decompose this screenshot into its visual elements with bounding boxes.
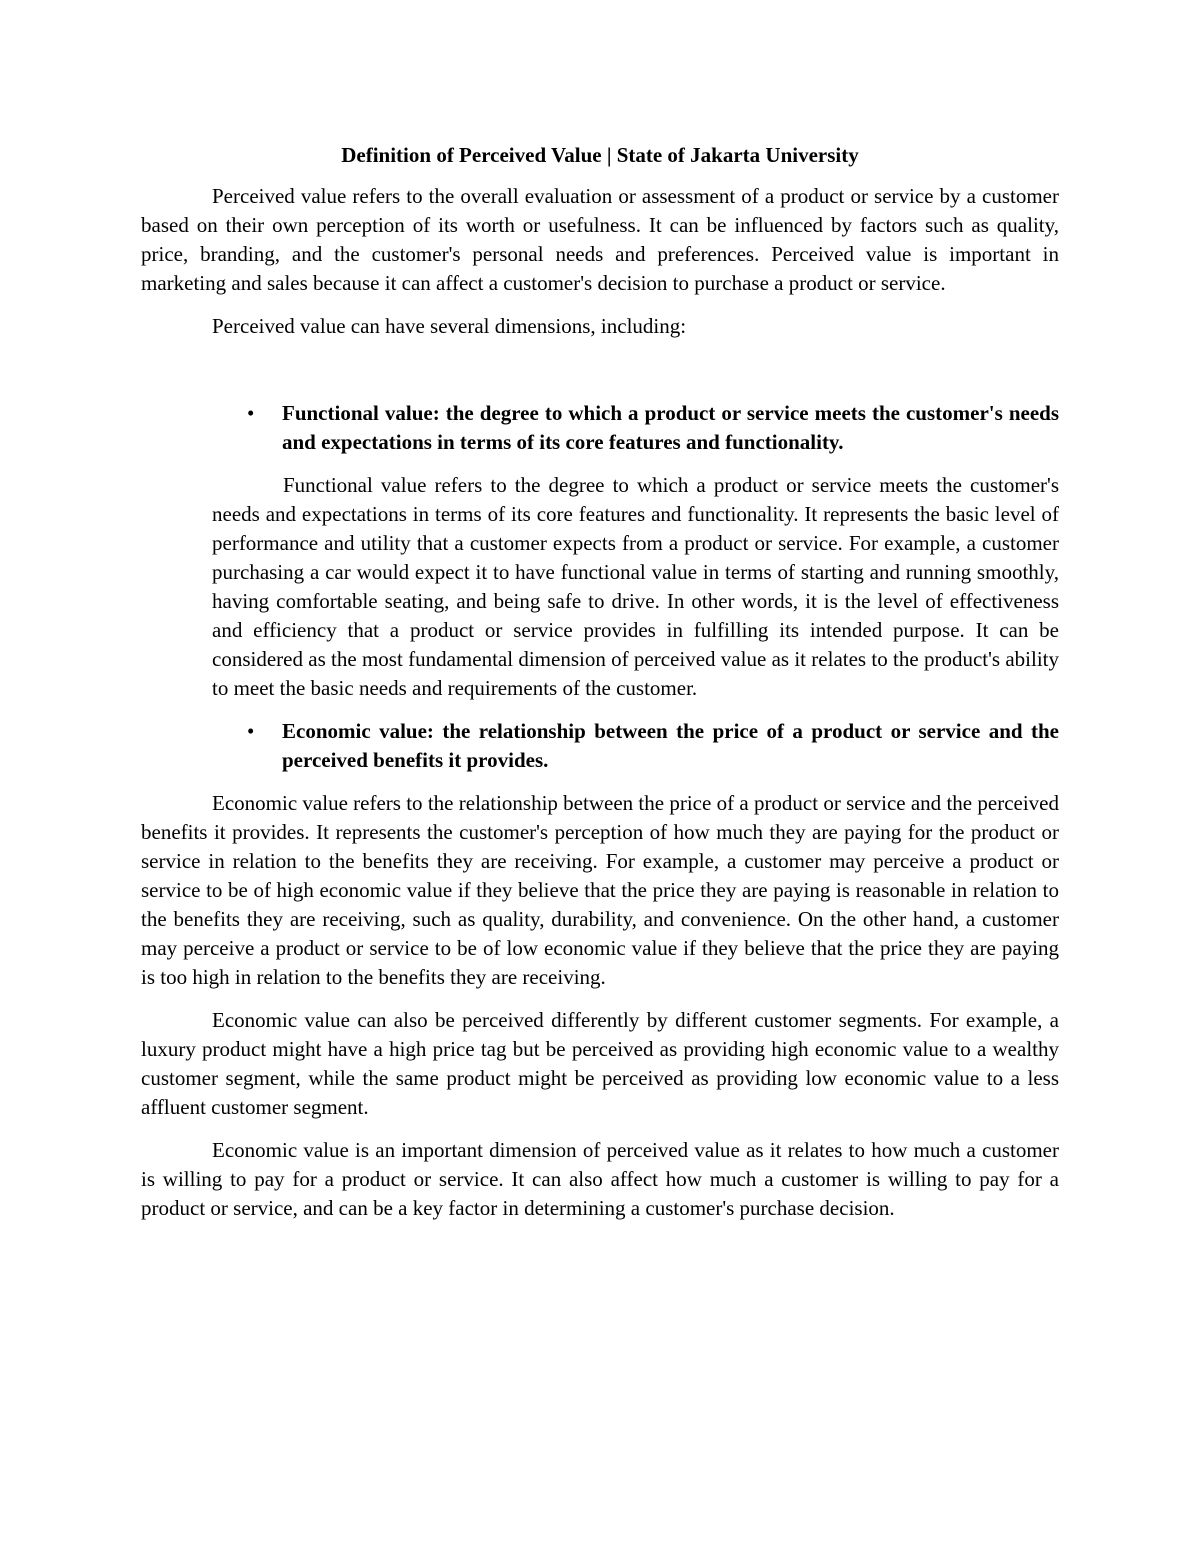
economic-value-paragraph-3: Economic value is an important dimension of perceived value as it relates to how much a customer is willing to pay for a product or service. It can also affect how much a customer is willing to pay for a product or service, and can be a key factor in determining a customer's purchase decision. xyxy=(141,1138,1059,1220)
intro-paragraph: Perceived value refers to the overall evaluation or assessment of a product or service by a customer based on their own perception of its worth or usefulness. It can be influenced by factors such as quality, price, branding, and the customer's personal needs and preferences. Perceived value is important in marketing and sales because it can affect a customer's decision to purchase a product or service. xyxy=(141,184,1059,295)
economic-value-paragraph-2: Economic value can also be perceived differently by different customer segments. For example, a luxury product might have a high price tag but be perceived as providing high economic value to a wealthy customer segment, while the same product might be perceived as providing low economic value to a less affluent customer segment. xyxy=(141,1008,1059,1119)
list-spacer xyxy=(141,355,1059,399)
functional-value-heading: Functional value: the degree to which a product or service meets the customer's needs and expectations in terms of its core features and functionality. xyxy=(282,401,1059,454)
dimensions-intro: Perceived value can have several dimensions, including: xyxy=(212,314,687,338)
document-body xyxy=(141,141,1059,1237)
document-title: Definition of Perceived Value | State of Jakarta University xyxy=(341,143,859,167)
economic-value-paragraph-1: Economic value refers to the relationship between the price of a product or service and the perceived benefits it provides. It represents the customer's perception of how much they are paying for the product or service in relation to the benefits they are receiving. For example, a customer may perceive a product or service to be of high economic value if they believe that the price they are paying is reasonable in relation to the benefits they are receiving, such as quality, durability, and convenience. On the other hand, a customer may perceive a product or service to be of low economic value if they believe that the price they are paying is too high in relation to the benefits they are receiving. xyxy=(141,791,1059,989)
bullet-functional-value xyxy=(141,399,1059,457)
functional-value-paragraph: Functional value refers to the degree to which a product or service meets the customer's needs and expectations in terms of its core features and functionality. It represents the basic level of performance and utility that a customer expects from a product or service. For example, a customer purchasing a car would expect it to have functional value in terms of starting and running smoothly, having comfortable seating, and being safe to drive. In other words, it is the level of effectiveness and efficiency that a product or service provides in fulfilling its intended purpose. It can be considered as the most fundamental dimension of perceived value as it relates to the product's ability to meet the basic needs and requirements of the customer. xyxy=(212,473,1059,700)
bullet-icon: • xyxy=(247,719,255,743)
bullet-icon: • xyxy=(247,401,255,425)
economic-value-heading: Economic value: the relationship between the price of a product or service and the perceived benefits it provides. xyxy=(282,719,1059,772)
bullet-economic-value xyxy=(141,717,1059,775)
